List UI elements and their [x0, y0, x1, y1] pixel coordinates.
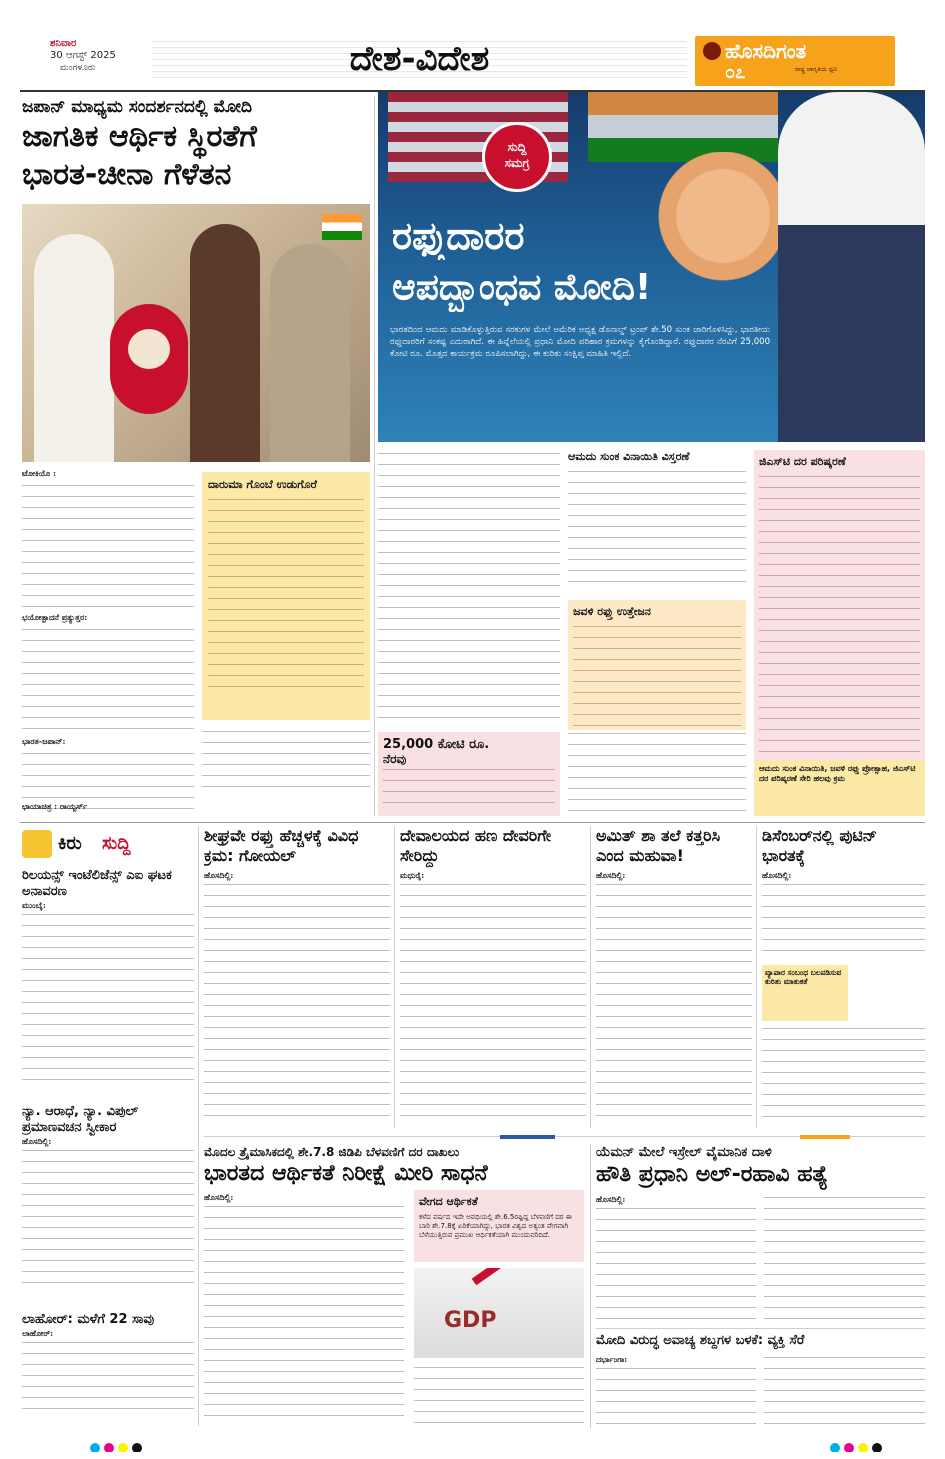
yemen-body-col1: [596, 1194, 756, 1324]
page-number: ೦೭: [725, 62, 746, 83]
box-25k: [378, 732, 560, 816]
masthead-date: 30 ಆಗಸ್ಟ್ 2025: [50, 50, 116, 61]
tariff-lead-story: [378, 92, 925, 816]
abuse-dateline: ದರ್ಭಾಂಗಾ:: [596, 1354, 628, 1364]
modi-figure-hero: [778, 92, 925, 442]
putin-text-1: [762, 881, 925, 961]
temple-dateline: ಮಧುರೈ:: [400, 870, 425, 880]
tariff-epc-body: [568, 730, 746, 814]
yemen-body-col2: [764, 1194, 925, 1324]
gdp-body-col2: [414, 1364, 584, 1428]
kirusuddi-item-2-title: ನ್ಯಾ. ಆರಾಧೆ, ನ್ಯಾ. ವಿಪುಲ್ ಪ್ರಮಾಣವಚನ ಸ್ವೀಕಾರ: [22, 1104, 139, 1135]
kirusuddi-item-2-text: [22, 1147, 194, 1287]
box-25k-text: [383, 766, 555, 812]
divider-amit: [756, 826, 757, 1128]
kirusuddi-item-1: [22, 868, 194, 1096]
japan-photo: [22, 204, 370, 462]
sudhi-badge: [482, 122, 552, 192]
temple-text: [400, 881, 586, 1121]
box-25k-title-1: 25,000 ಕೋಟಿ ರೂ.: [383, 737, 490, 752]
yemen-dateline: ಹೊಸದಿಲ್ಲಿ:: [596, 1194, 626, 1204]
amit-text: [596, 881, 752, 1121]
box-gst-text: [759, 473, 920, 769]
kirusuddi-item-3-text: [22, 1339, 194, 1419]
temple-headline: ದೇವಾಲಯದ ಹಣ ದೇವರಿಗೇ ಸೇರಿದ್ದು: [400, 826, 552, 865]
divider-temple: [590, 826, 591, 1128]
kirusuddi-header: [22, 826, 194, 862]
gdp-text-1: [204, 1203, 404, 1425]
divider-goyal: [394, 826, 395, 1128]
flag-india-icon: [322, 214, 362, 240]
brand-tagline: ರಾಷ್ಟ್ರ ಜಾಗೃತಿಯ ಧ್ವನಿ: [795, 66, 838, 73]
monk-figure: [34, 234, 114, 462]
daruma-box-text: [208, 496, 364, 696]
gdp-text-2: [414, 1364, 584, 1428]
kirusuddi-item-3-title: ಲಾಹೋರ್: ಮಳೆಗೆ 22 ಸಾವು: [22, 1312, 155, 1327]
highlight-2-text: ಆಮದು ಸುಂಕ ವಿನಾಯಿತಿ, ಜವಳಿ ರಫ್ತು ಪ್ರೋತ್ಸಾಹ, ಜಿಎಸ್‌ಟಿ ದರ ಪರಿಷ್ಕರಣೆ ಸೇರಿ ಹಲವು ಕ್ರಮ: [759, 764, 916, 783]
gdp-box-text: ಕಳೆದ ವರ್ಷದ ಇದೇ ಅವಧಿಯಲ್ಲಿ ಶೇ.6.5ರಷ್ಟಿದ್ದ ಬೆಳವಣಿಗೆ ದರ ಈ ಬಾರಿ ಶೇ.7.8ಕ್ಕೆ ಏರಿಕೆಯಾಗಿದ್ದು, ಭಾರತ ವಿಶ್ವದ ಅತ್ಯಂತ ವೇಗವಾಗಿ ಬೆಳೆಯುತ್ತಿರುವ ಪ್ರಮುಖ ಆರ್ಥಿಕತೆಯಾಗಿ ಮುಂದುವರಿದಿದೆ.: [419, 1213, 572, 1239]
putin-box: [762, 965, 848, 1021]
putin-story: [762, 826, 925, 1128]
goyal-headline: ಶೀಘ್ರವೇ ರಫ್ತು ಹೆಚ್ಚಳಕ್ಕೆ ವಿವಿಧ ಕ್ರಮ: ಗೋಯಲ್: [204, 826, 359, 865]
box-25k-title-2: ನೆರವು: [383, 752, 407, 766]
yemen-kicker: ಯೆಮನ್ ಮೇಲೆ ಇಸ್ರೇಲ್ ವೈಮಾನಿಕ ದಾಳಿ: [596, 1145, 772, 1160]
gdp-story: [204, 1144, 584, 1428]
japan-lead-story: [22, 96, 370, 816]
divider-kirusuddi: [198, 826, 199, 1426]
goyal-text: [204, 881, 390, 1121]
putin-box-title: ವ್ಯಾಪಾರ ಸಂಬಂಧ ಬಲಪಡಿಸುವ ಕುರಿತು ಮಾತುಕತೆ: [765, 968, 842, 986]
gdp-graphic: [414, 1268, 584, 1358]
japan-headline-1: ಜಾಗತಿಕ ಆರ್ಥಿಕ ಸ್ಥಿರತೆಗೆ: [22, 119, 257, 154]
japan-kicker: ಜಪಾನ್ ಮಾಧ್ಯಮ ಸಂದರ್ಶನದಲ್ಲಿ ಮೋದಿ: [22, 97, 252, 117]
kirusuddi-item-1-text: [22, 911, 194, 1081]
japan-text-block-2: [22, 626, 194, 736]
box-epc-text: [568, 730, 746, 814]
yemen-story: [596, 1144, 925, 1324]
putin-headline: ಡಿಸೆಂಬರ್‌ನಲ್ಲಿ ಪುಟಿನ್ ಭಾರತಕ್ಕೆ: [762, 826, 877, 865]
putin-text-2: [762, 1025, 925, 1125]
brand-banner: [695, 36, 895, 86]
yemen-text-2: [764, 1194, 925, 1324]
japan-text-block-4: [202, 728, 370, 796]
tariff-text-block-1: [378, 450, 560, 720]
goyal-dateline: ಹೊಸದಿಲ್ಲಿ:: [204, 870, 234, 880]
abuse-text-2: [764, 1354, 925, 1428]
japan-credit-text: ಛಾಯಾಚಿತ್ರ : ರಾಯ್ಟರ್ಸ್: [22, 801, 88, 811]
amit-dateline: ಹೊಸದಿಲ್ಲಿ:: [596, 870, 626, 880]
tariff-hero: [378, 92, 925, 442]
gdp-label: GDP: [444, 1308, 497, 1333]
yemen-headline: ಹೌತಿ ಪ್ರಧಾನಿ ಅಲ್-ರಹಾವಿ ಹತ್ಯೆ: [596, 1162, 829, 1187]
woman-figure: [270, 244, 350, 462]
kirusuddi-item-3: [22, 1312, 194, 1426]
putin-dateline: ಹೊಸದಿಲ್ಲಿ:: [762, 870, 792, 880]
kirusuddi-item-2-dateline: ಹೊಸದಿಲ್ಲಿ:: [22, 1136, 52, 1146]
kirusuddi-label-1: ಕಿರು: [58, 833, 82, 854]
japan-text-block-1: [22, 482, 194, 612]
gdp-box: [414, 1190, 584, 1262]
japan-credit: [22, 801, 370, 815]
accent-bar-left: [500, 1135, 555, 1139]
divider-yemen: [596, 1328, 925, 1329]
daruma-face: [128, 329, 170, 369]
japan-body-col1: [22, 468, 194, 816]
tariff-headline-1: ರಫ್ತುದಾರರ: [392, 214, 525, 258]
accent-bar-right: [800, 1135, 850, 1139]
box-import-title: ಆಮದು ಸುಂಕ ವಿನಾಯಿತಿ ವಿಸ್ತರಣೆ: [568, 450, 690, 463]
masthead-date-block: [50, 38, 140, 86]
masthead-city: ಮಂಗಳೂರು: [60, 63, 96, 73]
gdp-arrow-icon: [472, 1268, 542, 1285]
amit-headline: ಅಮಿತ್ ಶಾ ತಲೆ ಕತ್ತರಿಸಿ ಎಂದ ಮಹುವಾ!: [596, 826, 721, 865]
divider-mid: [20, 822, 925, 823]
yemen-text-1: [596, 1205, 756, 1321]
box-textile-title: ಜವಳಿ ರಫ್ತು ಉತ್ತೇಜನ: [573, 605, 651, 618]
japan-body-col2: [202, 728, 370, 796]
box-gst: [754, 450, 925, 780]
badge-text-2: ಸಮಗ್ರ: [504, 156, 530, 170]
masthead: [0, 0, 945, 92]
abuse-body-col2: [764, 1354, 925, 1428]
temple-story: [400, 826, 586, 1128]
daruma-box: [202, 472, 370, 720]
tariff-body-col1: [378, 450, 560, 720]
modi-figure: [190, 224, 260, 462]
japan-subhead: ಭಯೋತ್ಪಾದನೆ ಪ್ರತ್ಯುತ್ತರ:: [22, 612, 88, 622]
kirusuddi-item-1-dateline: ಮುಂಬೈ:: [22, 900, 46, 910]
kirusuddi-item-1-title: ರಿಲಯನ್ಸ್ ಇಂಟೆಲಿಜೆನ್ಸ್ ಎಐ ಘಟಕ ಅನಾವರಣ: [22, 868, 172, 899]
box-import: [568, 450, 746, 592]
kirusuddi-item-2: [22, 1104, 194, 1304]
megaphone-icon: [22, 830, 52, 858]
abuse-text-1: [596, 1365, 756, 1425]
section-title: ದೇಶ-ವಿದೇಶ: [349, 39, 490, 79]
box-gst-title: ಜಿಎಸ್‌ಟಿ ದರ ಪರಿಷ್ಕರಣೆ: [759, 455, 846, 468]
abuse-headline: ಮೋದಿ ವಿರುದ್ಧ ಅವಾಚ್ಯ ಶಬ್ದಗಳ ಬಳಕೆ: ವ್ಯಕ್ತಿ ಸೆರೆ: [596, 1333, 805, 1348]
kirusuddi-item-3-dateline: ಲಾಹೋರ್:: [22, 1328, 54, 1338]
japan-subhead-2: ಭಾರತ-ಜಪಾನ್:: [22, 736, 66, 746]
abuse-body-col1: [596, 1354, 756, 1428]
gdp-dateline: ಹೊಸದಿಲ್ಲಿ:: [204, 1192, 234, 1202]
divider-left-lead: [374, 96, 375, 816]
japan-dateline: ಟೋಕಿಯೊ :: [22, 468, 56, 478]
tariff-headline-2: ಆಪದ್ಬಾಂಧವ ಮೋದಿ!: [392, 267, 652, 308]
box-import-text: [568, 468, 746, 588]
daruma-box-title: ದಾರುಮಾ ಗೊಂಬೆ ಉಡುಗೊರೆ: [208, 478, 317, 491]
gdp-kicker: ಮೊದಲ ತ್ರೈಮಾಸಿಕದಲ್ಲಿ ಶೇ.7.8 ಜಿಡಿಪಿ ಬೆಳವಣಿಗೆ ದರ ದಾಖಲು: [204, 1145, 460, 1159]
divider-gdp: [590, 1144, 591, 1428]
registration-marks-right: [830, 1438, 930, 1452]
gdp-box-title: ವೇಗದ ಆರ್ಥಿಕತೆ: [419, 1195, 478, 1208]
abuse-story: [596, 1332, 925, 1428]
kirusuddi-column: [22, 826, 194, 1426]
kirusuddi-label-2: ಸುದ್ದಿ: [102, 833, 131, 854]
tariff-summary: ಭಾರತದಿಂದ ಆಮದು ಮಾಡಿಕೊಳ್ಳುತ್ತಿರುವ ಸರಕುಗಳ ಮೇಲೆ ಅಮೆರಿಕ ಅಧ್ಯಕ್ಷ ಡೊನಾಲ್ಡ್ ಟ್ರಂಪ್ ಶೇ.50 ಸುಂಕ ಜಾರಿಗೊಳಿಸಿದ್ದು, ಭಾರತೀಯ ರಫ್ತುದಾರರಿಗೆ ಸಂಕಷ್ಟ ಎದುರಾಗಿದೆ. ಈ ಹಿನ್ನೆಲೆಯಲ್ಲಿ ಪ್ರಧಾನಿ ಮೋದಿ ಪರಿಹಾರ ಕ್ರಮಗಳನ್ನು ಕೈಗೊಂಡಿದ್ದಾರೆ. ರಫ್ತುದಾರರ ನೆರವಿಗೆ 25,000 ಕೋಟಿ ರೂ. ಮೊತ್ತದ ಕಾರ್ಯಕ್ರಮ ರೂಪಿಸಲಾಗಿದ್ದು, ಈ ಕುರಿತು ಸಂಕ್ಷಿಪ್ತ ಮಾಹಿತಿ ಇಲ್ಲಿದೆ.: [390, 325, 770, 359]
registration-marks-left: [90, 1438, 190, 1452]
masthead-day: ಶನಿವಾರ: [50, 38, 77, 49]
highlight-box-2: [754, 760, 925, 810]
brand-name: ಹೊಸದಿಗಂತ: [725, 39, 807, 63]
amit-story: [596, 826, 752, 1128]
gdp-body-col1: [204, 1192, 404, 1428]
japan-headline-2: ಭಾರತ-ಚೀನಾ ಗೆಳೆತನ: [22, 157, 232, 192]
brand-logo-icon: [703, 42, 721, 60]
goyal-story: [204, 826, 390, 1128]
gdp-headline: ಭಾರತದ ಆರ್ಥಿಕತೆ ನಿರೀಕ್ಷೆ ಮೀರಿ ಸಾಧನೆ: [204, 1161, 488, 1186]
badge-text-1: ಸುದ್ದಿ: [507, 140, 527, 154]
